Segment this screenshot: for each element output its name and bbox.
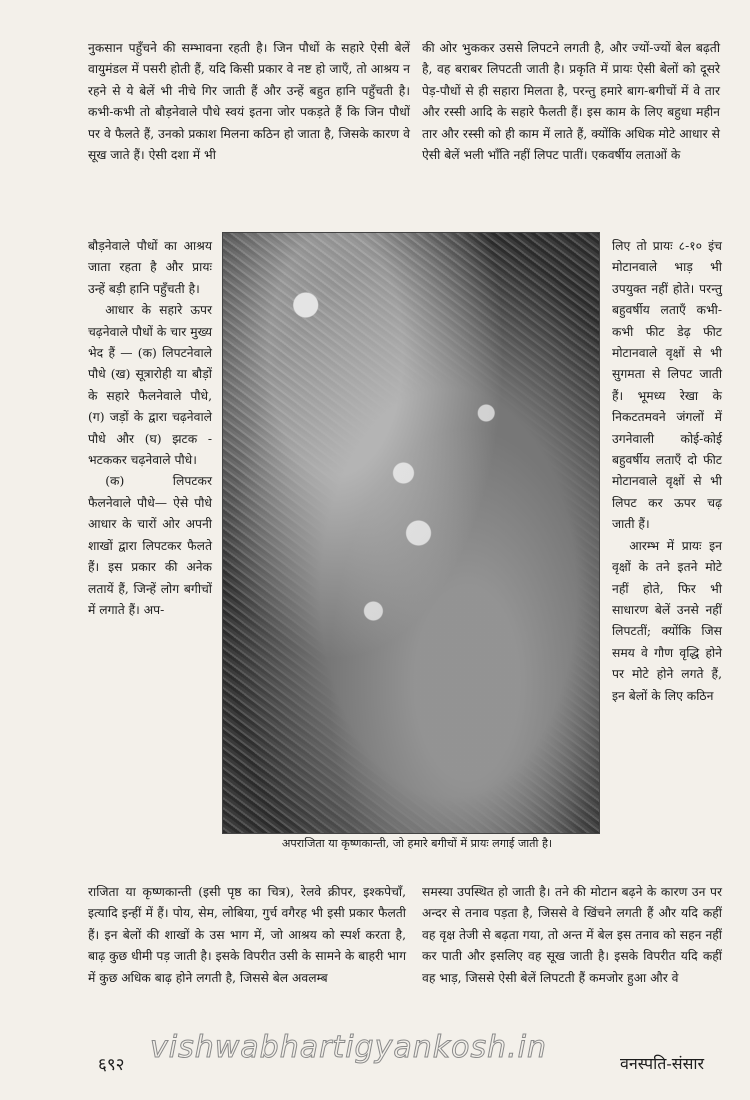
paragraph: की ओर भुककर उससे लिपटने लगती है, और ज्यों-ज्यों बेल बढ़ती है, वह बराबर लिपटती जाती है। प्रकृति में प्रायः ऐसी बेलों को दूसरे पेड़-पौधों से ही सहारा मिलता है, परन्तु हमारे बाग-बगीचों में वे तार और रस्सी आदि के सहारे फैलती हैं। इस काम के लिए बहुधा महीन तार और रस्सी को ही काम में लाते हैं, क्योंकि अधिक मोटे आधार से ऐसी बेलें भली भाँति नहीं लिपट पातीं। एकवर्षीय लताओं के xyxy=(422,41,720,163)
paragraph: बौड़नेवाले पौधों का आश्रय जाता रहता है और प्रायः उन्हें बड़ी हानि पहुँचती है। xyxy=(88,239,212,296)
paragraph: (क) लिपटकर फैलनेवाले पौधे— ऐसे पौधे आधार के चारों ओर अपनी शाखों द्वारा लिपटकर फैलते हैं। इस प्रकार की अनेक लतायें हैं, जिन्हें लोग बगीचों में लगाते हैं। अप- xyxy=(88,474,212,617)
text-right-column xyxy=(612,236,722,707)
text-top-right xyxy=(422,38,720,166)
site-watermark: vishwabhartigyankosh.in xyxy=(150,1030,547,1065)
paragraph: समस्या उपस्थित हो जाती है। तने की मोटान बढ़ने के कारण उन पर अन्दर से तनाव पड़ता है, जिससे वे खिंचने लगती हैं और यदि कहीं वह वृक्ष तेजी से बढ़ता गया, तो अन्त में बेल इस तनाव को सहन नहीं कर पाती और इसलिए वह सूख जाती है। इसके विपरीत यदि कहीं वह भाड़, जिससे ऐसी बेलें लिपटती हैं कमजोर हुआ और वे xyxy=(422,885,722,985)
paragraph: लिए तो प्रायः ८-१० इंच मोटानवाले भाड़ भी उपयुक्त नहीं होते। परन्तु बहुवर्षीय लताएँ कभी-कभी फीट डेढ़ फीट मोटानवाले वृक्षों से भी सुगमता से लिपट जाती हैं। भूमध्य रेखा के निकटतमवने जंगलों में उगनेवाली कोई-कोई बहुवर्षीय लताएँ दो फीट मोटानवाले वृक्षों से भी लिपट कर ऊपर चढ़ जाती हैं। xyxy=(612,239,722,532)
text-left-column xyxy=(88,236,212,621)
running-title: वनस्पति-संसार xyxy=(620,1054,705,1073)
page-number: ६९२ xyxy=(98,1055,125,1075)
text-bottom-right xyxy=(422,882,722,989)
text-bottom-left xyxy=(88,882,406,989)
aparajita-photo xyxy=(222,232,600,834)
figure-caption: अपराजिता या कृष्णकान्ती, जो हमारे बगीचों में प्रायः लगाई जाती है। xyxy=(281,837,553,850)
paragraph: आधार के सहारे ऊपर चढ़नेवाले पौधों के चार मुख्य भेद हैं — (क) लिपटनेवाले पौधे (ख) सूत्रारोही या बौड़ों के सहारे फैलनेवाले पौधे, (ग) जड़ों के द्वारा चढ़नेवाले पौधे और (घ) झटक - भटककर चढ़नेवाले पौधे। xyxy=(88,303,212,468)
text-top-left xyxy=(88,38,410,166)
paragraph: राजिता या कृष्णकान्ती (इसी पृष्ठ का चित्र), रेलवे क्रीपर, इश्कपेचाँ, इत्यादि इन्हीं में हैं। पोय, सेम, लोबिया, गुर्च वगैरह भी इसी प्रकार फैलती हैं। इन बेलों की शाखों के उस भाग में, जो आश्रय को स्पर्श करता है, बाढ़ कुछ धीमी पड़ जाती है। इसके विपरीत उसी के सामने के बाहरी भाग में कुछ अधिक बाढ़ होने लगती है, जिससे बेल अवलम्ब xyxy=(88,885,406,985)
photo-shading xyxy=(223,233,599,833)
paragraph: आरम्भ में प्रायः इन वृक्षों के तने इतने मोटे नहीं होते, फिर भी साधारण बेलें उनसे नहीं लिपटतीं; क्योंकि जिस समय वे गौण वृद्धि होने पर मोटे होने लगते हैं, इन बेलों के लिए कठिन xyxy=(612,538,722,703)
paragraph: नुकसान पहुँचने की सम्भावना रहती है। जिन पौधों के सहारे ऐसी बेलें वायुमंडल में पसरी होती हैं, यदि किसी प्रकार वे नष्ट हो जाएँ, तो आश्रय न रहने से ये बेलें भी नीचे गिर जाती हैं और उन्हें बहुत हानि पहुँचती है। कभी-कभी तो बौड़नेवाले पौधे स्वयं इतना जोर पकड़ते हैं कि जिन पौधों पर वे फैलते हैं, उनको प्रकाश मिलना कठिन हो जाता है, जिसके कारण वे सूख जाते हैं। ऐसी दशा में भी xyxy=(88,41,410,163)
